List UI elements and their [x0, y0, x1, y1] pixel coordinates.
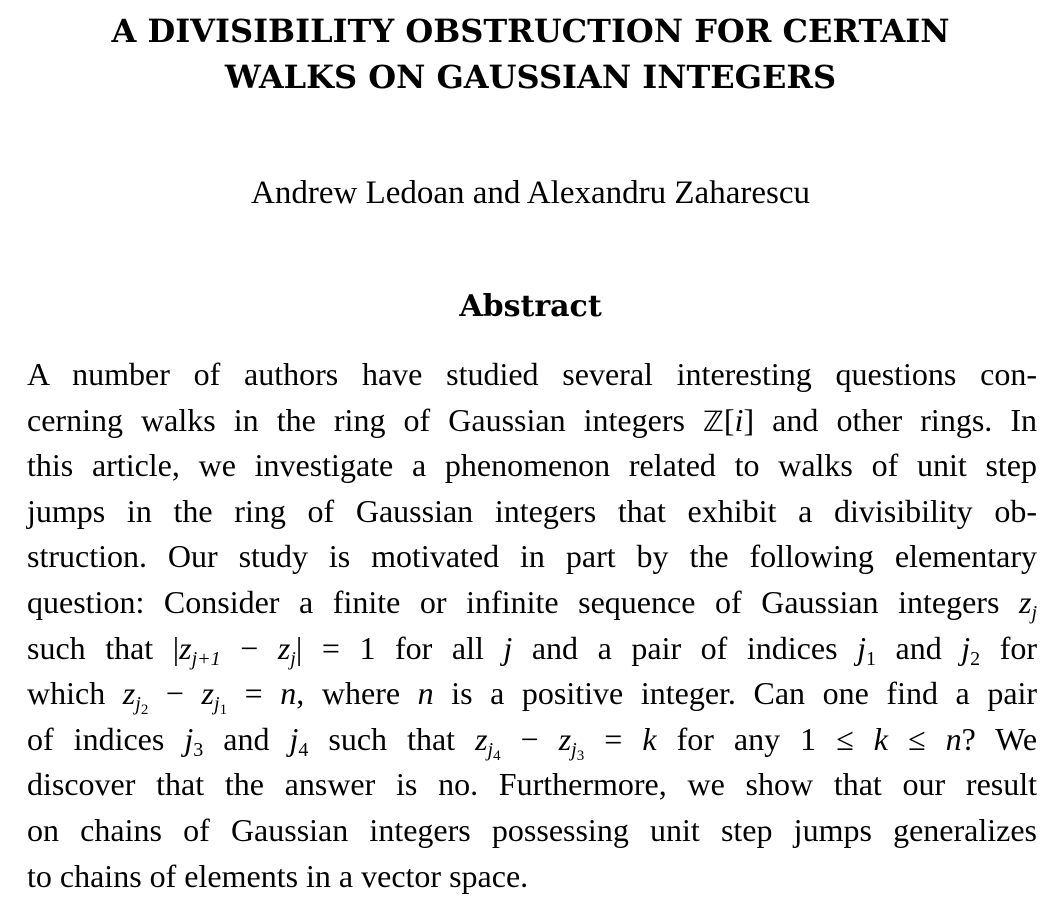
abstract-line: which $z_{j_2} - z_{j_1} = n$, where n is a positive integer. Can one find a pair: [27, 675, 1038, 719]
abstract-line: question: Consider a finite or infinite sequence of Gaussian integers $z_j$: [27, 583, 1037, 624]
abstract-line: to chains of elements in a vector space.: [27, 857, 529, 894]
title-line-2: WALKS ON GAUSSIAN INTEGERS: [224, 58, 837, 96]
title-line-1: A DIVISIBILITY OBSTRUCTION FOR CERTAIN: [111, 12, 950, 50]
abstract-line: this article, we investigate a phenomenon related to walks of unit step: [27, 447, 1037, 484]
ring-symbol: ℤ: [703, 404, 724, 438]
abstract-body: [27, 352, 1037, 899]
abstract-line: jumps in the ring of Gaussian integers that exhibit a divisibility ob-: [27, 492, 1037, 529]
abstract-line: of indices $j_3$ and $j_4$ such that $z_{j_4} - z_{j_3} = k$ for any 1 ≤ k ≤ n? We: [27, 720, 1038, 764]
abstract-line: cerning walks in the ring of Gaussian integers ℤ[i] and other rings. In: [27, 401, 1038, 438]
abstract-heading: Abstract: [459, 289, 602, 324]
abstract-line: on chains of Gaussian integers possessing unit step jumps generalizes: [27, 811, 1037, 848]
paper-title: [0, 8, 1061, 100]
abstract-line: A number of authors have studied several interesting questions con-: [27, 356, 1037, 392]
abstract-line: discover that the answer is no. Furthermore, we show that our result: [27, 766, 1037, 803]
author-list: Andrew Ledoan and Alexandru Zaharescu: [251, 175, 810, 211]
abstract-line: such that $|z_{j+1} - z_j| = 1$ for all j and a pair of indices $j_1$ and $j_2$ for: [27, 629, 1038, 670]
abstract-line: struction. Our study is motivated in part by the following elementary: [27, 538, 1037, 575]
